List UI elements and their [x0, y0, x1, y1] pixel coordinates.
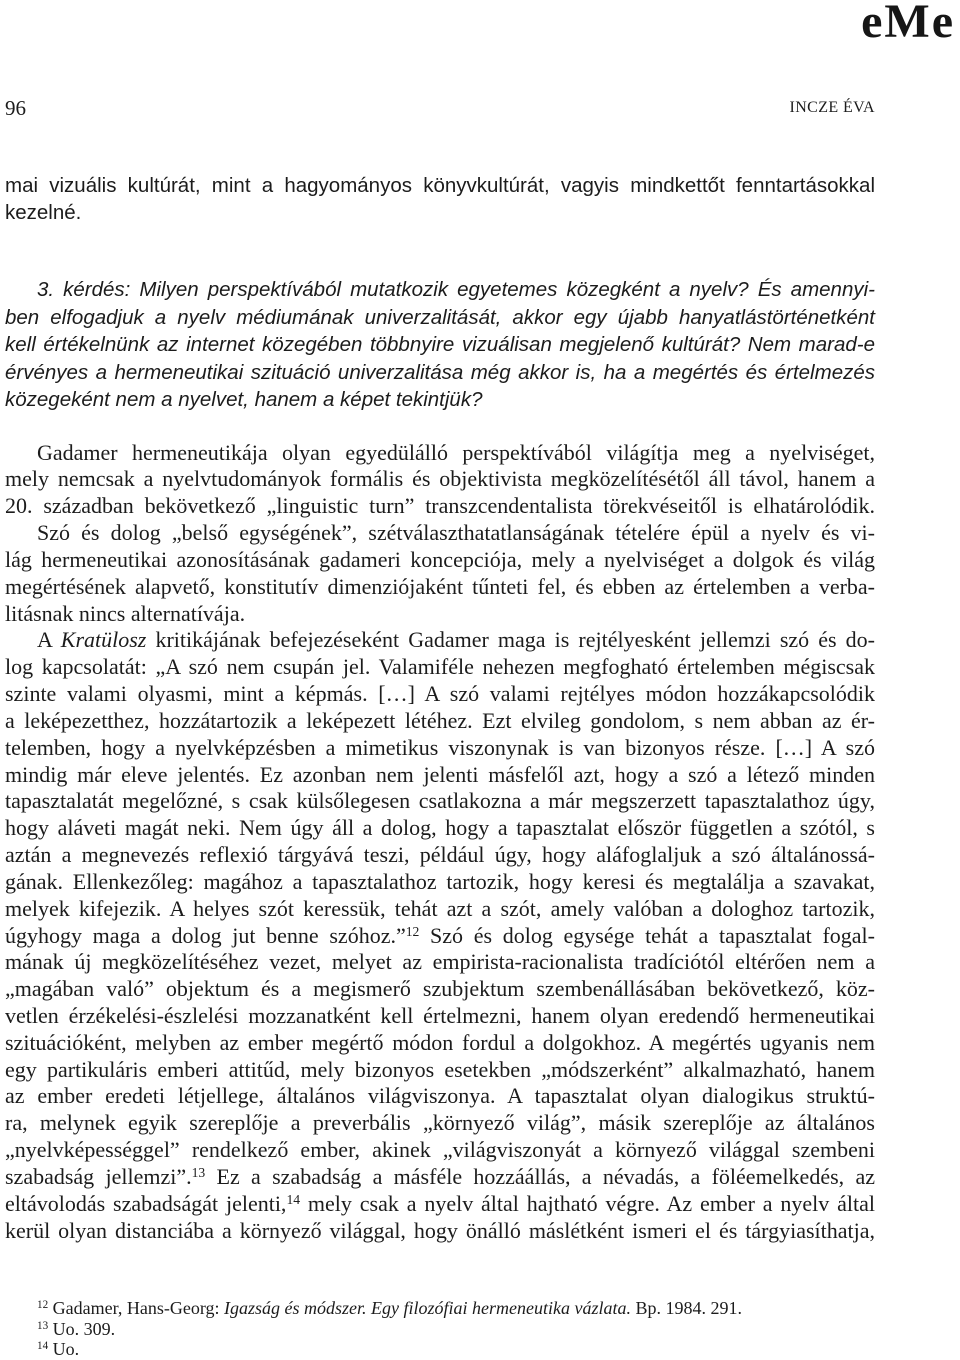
text-line: az ember eredeti létjellege, általános világviszonya. A tapasztalat olyan dialogikus struktú-: [5, 1083, 875, 1109]
text-segment: Ez a szabadság a másféle hozzáállás, a névadás, a föléemelkedés, az: [216, 1163, 875, 1189]
text-line: mának új megközelítéséhez vezet, melyet az empirista-racionalista tradíciótól eltérően nem a: [5, 949, 875, 975]
text-line: kerül olyan distanciába a környező világgal, hogy önálló máslétként ismeri el és tárgyiasíthatja,: [5, 1217, 875, 1243]
body-text: [5, 440, 875, 1245]
footnotes: [5, 1298, 875, 1360]
text-line: ben elfogadjuk a nyelv médiumának univerzalitását, akkor egy újabb hanyatlástörténetként: [5, 305, 875, 329]
text-line: Gadamer hermeneutikája olyan egyedülálló perspektívából világítja meg a nyelviséget,: [37, 439, 875, 465]
text-segment: eltávolodás szabadságát jelenti,: [5, 1190, 287, 1216]
intro-paragraph: [5, 172, 875, 226]
text-line: [5, 1191, 875, 1218]
footnote-reference: 13: [191, 1165, 206, 1181]
paragraph: [5, 440, 875, 520]
text-line: melyek kifejezik. A helyes szót keressük, tehát azt a szót, amely valóban a dologhoz tartozik,: [5, 895, 875, 921]
text-line: gának. Ellenkezőleg: magához a tapasztalathoz tartozik, hogy keresi és megtalálja a szavakat,: [5, 868, 875, 894]
text-line: Szó és dolog „belső egységének”, szétválaszthatatlanságának tételére épül a nyelv és vi-: [37, 520, 875, 546]
text-line: szinte valami olyasmi, mint a képmás. […] A szó valami rejtélyes módon hozzákapcsolódik: [5, 681, 875, 707]
text-line: lág hermeneutikai azonosításának gadameri koncepciója, mely a nyelviséget a dolgok és világ: [5, 546, 875, 572]
footnote-author: Gadamer, Hans-Georg:: [52, 1298, 220, 1318]
text-line: kezelné.: [5, 200, 82, 224]
footnote-number: 14: [37, 1340, 49, 1353]
text-segment: szabadság jellemzi”.: [5, 1163, 192, 1189]
text-line: egy partikuláris emberi attitűd, mely bizonyos esetekben „módszerként” alkalmazható, hanem: [5, 1056, 875, 1082]
text-line: 3. kérdés: Milyen perspektívából mutatkozik egyetemes közegként a nyelv? És amennyi-: [37, 278, 875, 302]
question-paragraph: [5, 276, 875, 413]
text-line: [5, 923, 875, 950]
text-line: „nyelvképességgel” rendelkező ember, akinek „világviszonyát a környező világgal szembeni: [5, 1137, 875, 1163]
paragraph: [5, 520, 875, 627]
footnote-number: 13: [37, 1319, 49, 1332]
footnote: [5, 1298, 875, 1319]
text-segment: Szó és dolog egysége tehát a tapasztalat fogal-: [430, 922, 875, 948]
text-line: közegeként nem a nyelvet, hanem a képet tekintjük?: [5, 387, 483, 411]
text-line: telemben, hogy a nyelvképzésben a mimetikus viszonynak is van bizonyos része. […] A szó: [5, 734, 875, 760]
text-line: „magában való” objektum és a megismerő szubjektum szembenállásában bekövetkező, köz-: [5, 976, 875, 1002]
text-line: a leképezetthez, hozzátartozik a leképezett létéhez. Ezt elvileg gondolom, s nem abban az ér-: [5, 707, 875, 733]
footnote: [5, 1339, 875, 1360]
text-segment: mely csak a nyelv által hajtható végre. Az ember a nyelv által: [307, 1190, 876, 1216]
text-line: 20. században bekövetkező „linguistic turn” transzcendentalista törekvéseitől is elhatárolódik.: [5, 493, 875, 519]
text-line: log kapcsolatát: „A szó nem csupán jel. Valamiféle nehezen megfogható értelemben mégiscsak: [5, 654, 875, 680]
text-line: hogy aláveti magát neki. Nem úgy áll a dolog, hogy a tapasztalat először független a szótól, s: [5, 815, 875, 841]
footnote-text: Uo. 309.: [52, 1318, 116, 1339]
text-segment: úgyhogy maga a dolog jut benne szóhoz.”: [5, 922, 406, 948]
text-line: szituációként, melyben az ember megértő módon fordul a dolgokhoz. A megértés ugyanis nem: [5, 1029, 875, 1055]
page-number: 96: [5, 96, 26, 120]
footnote-reference: 12: [405, 923, 420, 939]
text-line: mai vizuális kultúrát, mint a hagyományos könyvkultúrát, vagyis mindkettőt fenntartásokkal: [5, 173, 875, 197]
text-line: [5, 627, 875, 654]
text-line: mely nemcsak a nyelvtudományok formális és objektivista megközelítésétől áll távol, hanem a: [5, 466, 875, 492]
text-line: mindig már eleve jelentés. Ez azonban nem jelenti másfelől azt, hogy a szó a létező minden: [5, 761, 875, 787]
text-line: megértésének alapvető, konstitutív dimenziójaként tűnteti fel, és ebben az értelemben a verba-: [5, 573, 875, 599]
text-line: ra, melynek egyik szereplője a preverbális „környező világ”, másik szereplője az általános: [5, 1110, 875, 1136]
footnote: [5, 1319, 875, 1340]
footnote-reference: 14: [286, 1191, 301, 1207]
italic-title: Kratülosz: [60, 627, 147, 653]
text-line: kell értékelnünk az internet közegében többnyire vizuálisan megjelenő kultúrát? Nem marad-e: [5, 333, 875, 357]
footnote-publication: Bp. 1984. 291.: [635, 1298, 743, 1318]
text-line: tapasztalatát megelőzné, s csak külsőlegesen csatlakozna a már megszerzett tapasztalathoz úgy,: [5, 788, 875, 814]
text-segment: kritikájának befejezéseként Gadamer maga is rejtélyesként jellemzi szó és do-: [155, 627, 875, 653]
paragraph: [5, 627, 875, 1244]
text-line: litásnak nincs alternatívája.: [5, 600, 246, 626]
text-segment: A: [37, 627, 52, 653]
footnote-number: 12: [37, 1299, 49, 1312]
running-head-author: INCZE ÉVA: [789, 99, 875, 116]
journal-logo: eMe: [861, 0, 955, 48]
text-line: vetlen érzékelési-észlelési mozzanatként kell értelmezni, hanem olyan eredendő hermeneutikai: [5, 1002, 875, 1028]
text-line: aztán a megnevezés reflexió tárgyává teszi, például úgy, hogy aláfoglaljuk a szó általánossá-: [5, 842, 875, 868]
text-line: érvényes a hermeneutikai szituáció univerzalitása még akkor is, ha a megértés és értelmezés: [5, 360, 875, 384]
footnote-title: Igazság és módszer. Egy filozófiai hermeneutika vázlata.: [224, 1298, 632, 1318]
footnote-text: Uo.: [52, 1339, 80, 1359]
text-line: [5, 1164, 875, 1191]
